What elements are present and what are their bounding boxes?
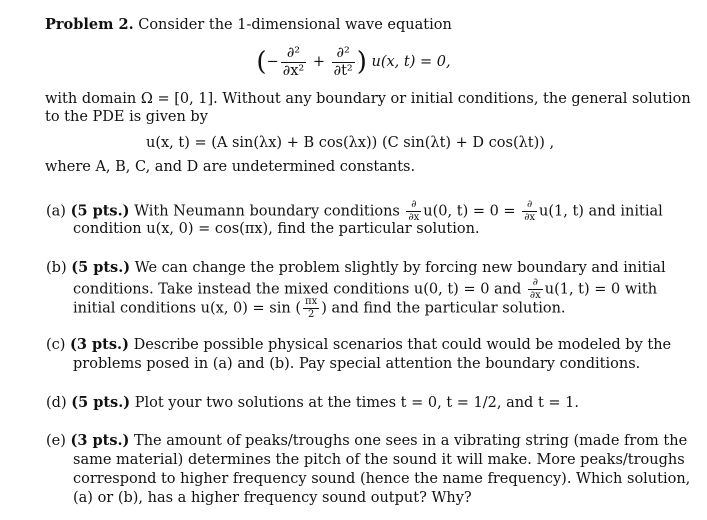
problem-label: Problem 2. [45,16,134,33]
part-e-points: (3 pts.) [70,432,130,449]
constants-line: where A, B, C, and D are undetermined constants. [45,159,416,175]
part-e-line-2: same material) determines the pitch of the sound it will make. More peaks/troughs [73,452,685,468]
part-a-label: (a) [46,203,66,220]
part-a-points: (5 pts.) [70,202,130,220]
part-c-label: (c) [46,337,66,353]
part-a-line-1: (a) (5 pts.) With Neumann boundary conditions $\frac{\partial}{\partial x}$ u(0, t) = 0 = $\frac{\partial}{\partial x}$ u(1, t) and initial [46,199,663,223]
part-e-label: (e) [46,433,66,449]
part-d-points: (5 pts.) [71,394,131,411]
pi-x-over-2-fraction: $\frac{\pi x}{2}$ [305,296,318,320]
part-e-line-4: (a) or (b), has a higher frequency sound output? Why? [73,490,472,506]
equation-rhs: u(x, t) = 0, [371,54,451,70]
partial-x-fraction: $\frac{\partial}{\partial x}$ [408,199,420,223]
wave-equation: (− $\frac{\text{∂²}}{\text{∂x²}}$ + $\frac{\text{∂²}}{\text{∂t²}}$ ) u(x, t) = 0, [256,45,451,79]
part-d-label: (d) [46,395,67,411]
part-b-line-2: conditions. Take instead the mixed conditions u(0, t) = 0 and $\frac{\partial}{\partial x}$ u(1, t) = 0 with [73,277,658,301]
partial-x-fraction: $\frac{\partial}{\partial x}$ [524,199,535,223]
part-b-line-3: initial conditions u(x, 0) = sin ( $\frac{\pi x}{2}$ ) and find the particular solution. [73,296,566,320]
general-solution: u(x, t) = (A sin(λx) + B cos(λx)) (C sin(λt) + D cos(λt)) , [146,135,555,151]
part-b-label: (b) [46,260,67,276]
partial-x-fraction: $\frac{\partial}{\partial x}$ [529,277,541,301]
d2-dt2-fraction: $\frac{\text{∂²}}{\text{∂t²}}$ [333,45,353,79]
problem-header [45,16,452,34]
part-c-points: (3 pts.) [70,336,129,353]
part-a-line-2: condition u(x, 0) = cos(πx), find the particular solution. [73,221,480,237]
part-c-line-1: (c) (3 pts.) Describe possible physical scenarios that could would be modeled by the [46,336,672,353]
part-e-line-1: (e) (3 pts.) The amount of peaks/troughs one sees in a vibrating string (made from the [46,432,688,449]
part-b-points: (5 pts.) [71,259,131,276]
domain-line-2: to the PDE is given by [45,109,208,125]
domain-line: with domain Ω = [0, 1]. Without any boundary or initial conditions, the general solution [45,91,691,107]
d2-dx2-fraction: $\frac{\text{∂²}}{\text{∂x²}}$ [282,45,305,79]
problem-intro: Consider the 1-dimensional wave equation [138,17,452,33]
part-d-line-1: (d) (5 pts.) Plot your two solutions at the times t = 0, t = 1/2, and t = 1. [46,394,579,411]
part-b-line-1: (b) (5 pts.) We can change the problem slightly by forcing new boundary and initial [46,259,666,276]
part-e-line-3: correspond to higher frequency sound (hence the name frequency). Which solution, [73,471,691,487]
part-c-line-2: problems posed in (a) and (b). Pay special attention the boundary conditions. [73,356,641,372]
